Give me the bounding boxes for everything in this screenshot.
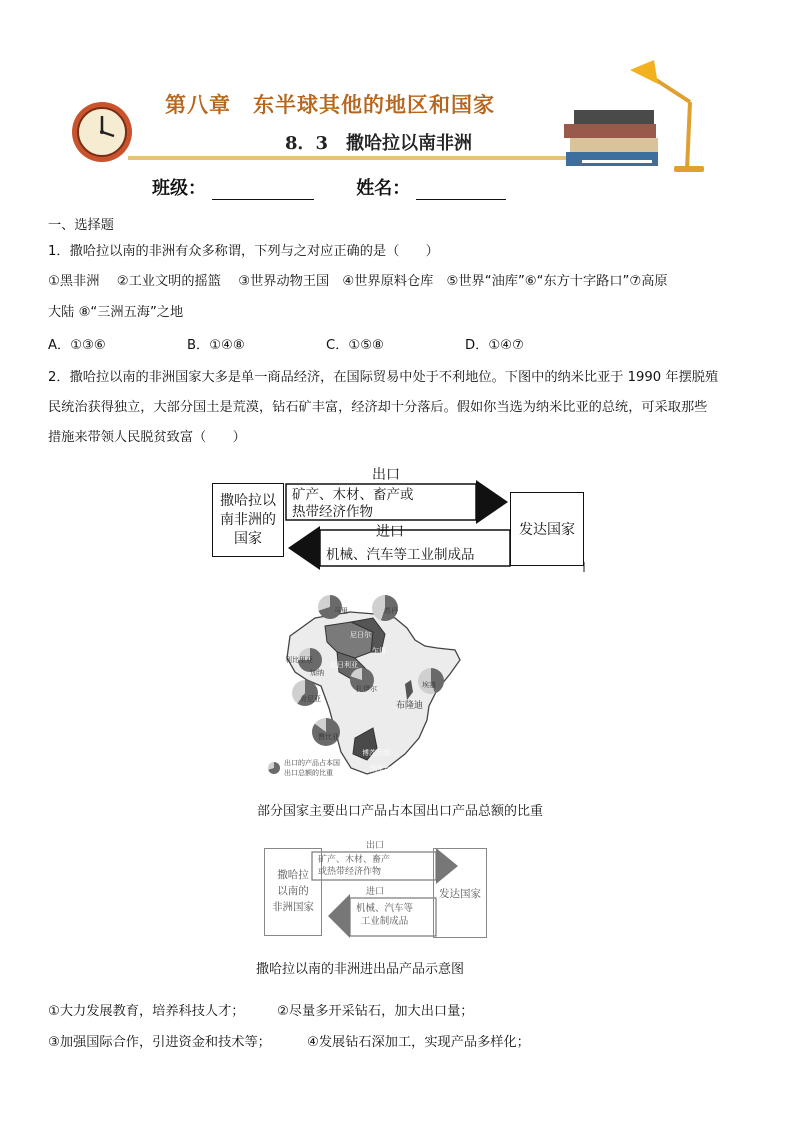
- export-goods-line: 热带经济作物: [292, 504, 373, 520]
- photo-export-label: 出口: [366, 841, 385, 851]
- measure-2: ②尽量多开采钻石，加大出口量；: [277, 1004, 474, 1019]
- map-country-label: 博茨瓦纳: [362, 749, 390, 757]
- map-country-label: 埃塞: [422, 681, 436, 689]
- map-country-label: 布隆迪: [396, 701, 424, 711]
- map-legend: [284, 758, 340, 778]
- clock-icon: [68, 100, 136, 164]
- section-title: 8．3 撒哈拉以南非洲: [285, 133, 473, 154]
- map-caption: 部分国家主要出口产品占本国出口产品总额的比重: [257, 804, 544, 819]
- photo-africa-box-line: 以南的: [277, 885, 309, 897]
- map-country-label: 乍得: [372, 647, 386, 655]
- header-divider: [128, 156, 568, 160]
- africa-box-line: 国家: [234, 531, 262, 547]
- photo-export-goods: [318, 854, 390, 878]
- measure-4: ④发展钻石深加工，实现产品多样化；: [307, 1035, 530, 1050]
- africa-box-line: 撒哈拉以: [220, 493, 276, 509]
- photo-import-goods: [356, 902, 413, 928]
- map-country-label: 马里: [334, 607, 348, 615]
- map-country-label: 赞比亚: [318, 733, 339, 741]
- import-goods: 机械、汽车等工业制成品: [326, 547, 475, 563]
- export-label: 出口: [372, 467, 400, 483]
- q1-items-line2: 大陆 ⑧“三洲五海”之地: [48, 305, 184, 320]
- export-goods-line: 矿产、木材、畜产或: [292, 487, 414, 503]
- map-country-label: 利比里亚: [285, 656, 313, 664]
- chapter-title: 第八章 东半球其他的地区和国家: [165, 92, 495, 117]
- class-blank[interactable]: [212, 179, 314, 200]
- map-country-label: 纳米比亚: [370, 765, 398, 773]
- q1-option-b[interactable]: B．①④⑧: [187, 338, 245, 353]
- map-country-label: 肯尼亚: [300, 695, 321, 703]
- class-label: 班级：: [152, 178, 206, 199]
- photo-import-goods-line: 机械、汽车等: [356, 903, 414, 914]
- africa-box-line: 南非洲的: [220, 512, 276, 528]
- books-lamp-icon: [562, 52, 732, 174]
- photo-africa-box-line: 非洲国家: [272, 901, 314, 913]
- map-legend-pie-icon: [268, 762, 280, 774]
- photo-export-goods-line: 或热带经济作物: [318, 867, 382, 877]
- q1-option-c[interactable]: C．①⑤⑧: [326, 338, 384, 353]
- student-info-row: [152, 174, 512, 200]
- photo-import-label: 进口: [366, 887, 385, 897]
- export-goods: [292, 487, 414, 521]
- measure-3: ③加强国际合作，引进资金和技术等；: [48, 1035, 271, 1050]
- measure-1: ①大力发展教育，培养科技人才；: [48, 1004, 245, 1019]
- q1-stem: 1．撒哈拉以南的非洲有众多称谓，下列与之对应正确的是（ ）: [48, 244, 439, 259]
- photo-export-goods-line: 矿产、木材、畜产: [318, 855, 391, 865]
- name-blank[interactable]: [416, 179, 506, 200]
- name-label: 姓名：: [356, 178, 411, 199]
- map-country-label: 扎伊尔: [356, 685, 377, 693]
- map-country-label: 加纳: [310, 669, 324, 677]
- photo-africa-box-line: 撒哈拉: [277, 869, 309, 881]
- map-country-label: 尼日利亚: [330, 661, 358, 669]
- q2-stem-line1: 2．撒哈拉以南的非洲国家大多是单一商品经济，在国际贸易中处于不利地位。下图中的纳米比亚于 1990 年摆脱殖: [48, 370, 719, 385]
- map-country-label: 尼日尔: [350, 631, 371, 639]
- photo-diagram-caption: 撒哈拉以南的非洲进出品产品示意图: [256, 962, 465, 977]
- q1-options: [48, 336, 750, 356]
- photo-import-goods-line: 工业制成品: [360, 916, 409, 927]
- map-country-label: 苏丹: [384, 607, 398, 615]
- photo-africa-box: [264, 848, 322, 936]
- section-heading: 一、选择题: [48, 218, 114, 233]
- q1-items-line1: ①黑非洲 ②工业文明的摇篮 ③世界动物王国 ④世界原料仓库 ⑤世界“油库”⑥“东方十字路口”⑦高原: [48, 274, 668, 289]
- africa-box: [212, 483, 284, 557]
- map-legend-line: 出口总额的比重: [284, 769, 333, 777]
- map-legend-line: 出口的产品占本国: [284, 759, 340, 767]
- q2-stem-line2: 民统治获得独立，大部分国土是荒漠，钻石矿丰富，经济却十分落后。假如你当选为纳米比亚的总统，可采取那些: [48, 400, 708, 415]
- developed-box: 发达国家: [510, 492, 584, 566]
- q1-option-d[interactable]: D．①④⑦: [465, 338, 524, 353]
- q1-option-a[interactable]: A．①③⑥: [48, 338, 106, 353]
- photo-developed-box: 发达国家: [433, 848, 487, 938]
- import-label: 进口: [376, 524, 404, 540]
- q2-stem-line3: 措施来带领人民脱贫致富（ ）: [48, 430, 246, 445]
